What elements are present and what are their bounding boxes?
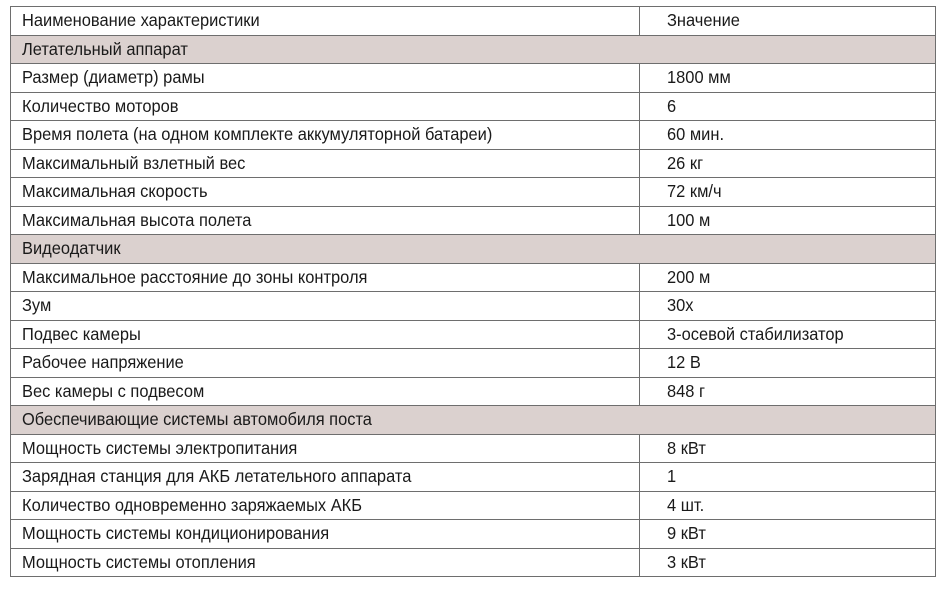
table-row [11,548,936,577]
row-value: 200 м [667,266,711,287]
row-value-cell [640,349,936,378]
row-name: Зарядная станция для АКБ летательного аппарата [22,466,412,486]
table-row [11,149,936,178]
section-title-aircraft: Летательный аппарат [22,38,188,59]
row-name: Вес камеры с подвесом [22,380,205,401]
row-value: 1 [667,466,677,486]
table-row [11,64,936,93]
row-value: 30х [667,295,694,315]
header-name-text: Наименование характеристики [22,10,260,30]
header-value-text: Значение [667,10,740,30]
row-value-cell [640,320,936,349]
row-name: Максимальная высота полета [22,209,252,230]
row-value: 60 мин. [667,124,725,144]
table-row [11,292,936,321]
table-row [11,263,936,292]
row-name-cell [11,263,640,292]
table-row [11,320,936,349]
row-value: 848 г [667,380,706,401]
row-name-cell [11,520,640,549]
row-value-cell [640,121,936,150]
table-row [11,520,936,549]
row-value-cell [640,377,936,406]
header-value-cell [640,7,936,36]
header-row [11,7,936,36]
table-row [11,491,936,520]
section-title-cell [11,35,936,64]
row-value-cell [640,149,936,178]
table-row [11,434,936,463]
row-value: 3-осевой стабилизатор [667,323,844,344]
section-title-video-sensor: Видеодатчик [22,238,121,258]
row-name-cell [11,292,640,321]
section-title-cell [11,235,936,264]
table-row [11,463,936,492]
row-name-cell [11,149,640,178]
row-value: 6 [667,95,677,116]
row-name: Зум [22,295,52,315]
row-name: Мощность системы электропитания [22,437,298,458]
row-value: 100 м [667,209,711,230]
row-value-cell [640,92,936,121]
table-row [11,92,936,121]
row-value: 8 кВт [667,437,706,458]
row-value: 4 шт. [667,494,705,515]
row-name: Количество одновременно заряжаемых АКБ [22,494,363,515]
row-name-cell [11,349,640,378]
row-value-cell [640,548,936,577]
row-name: Мощность системы отопления [22,551,256,572]
row-value: 12 В [667,352,701,372]
row-value-cell [640,434,936,463]
section-title-cell [11,406,936,435]
row-value-cell [640,263,936,292]
row-name: Максимальное расстояние до зоны контроля [22,266,368,287]
row-value-cell [640,520,936,549]
specifications-table [10,6,936,577]
row-name: Максимальный взлетный вес [22,152,246,173]
row-name: Подвес камеры [22,323,141,344]
row-value-cell [640,292,936,321]
table-row [11,349,936,378]
row-name-cell [11,320,640,349]
row-value: 9 кВт [667,523,706,543]
row-value: 72 км/ч [667,181,722,201]
row-name: Размер (диаметр) рамы [22,67,205,87]
row-value-cell [640,491,936,520]
row-name: Количество моторов [22,95,179,116]
row-name: Время полета (на одном комплекте аккумуляторной батареи) [22,124,493,144]
row-name-cell [11,64,640,93]
row-name-cell [11,206,640,235]
row-name: Максимальная скорость [22,181,208,201]
section-row-support-systems [11,406,936,435]
section-row-aircraft [11,35,936,64]
row-value: 3 кВт [667,551,706,572]
row-name-cell [11,121,640,150]
row-name-cell [11,92,640,121]
header-name-cell [11,7,640,36]
row-name-cell [11,463,640,492]
specifications-table-body [11,7,936,577]
table-row [11,121,936,150]
row-name-cell [11,434,640,463]
table-row [11,206,936,235]
table-row [11,178,936,207]
row-value: 26 кг [667,152,704,173]
row-name-cell [11,377,640,406]
row-value: 1800 мм [667,67,731,87]
row-name-cell [11,178,640,207]
row-name: Мощность системы кондиционирования [22,523,330,543]
row-value-cell [640,178,936,207]
row-name-cell [11,548,640,577]
row-name-cell [11,491,640,520]
table-row [11,377,936,406]
section-row-video-sensor [11,235,936,264]
row-name: Рабочее напряжение [22,352,184,372]
row-value-cell [640,206,936,235]
row-value-cell [640,463,936,492]
row-value-cell [640,64,936,93]
section-title-support-systems: Обеспечивающие системы автомобиля поста [22,409,372,429]
